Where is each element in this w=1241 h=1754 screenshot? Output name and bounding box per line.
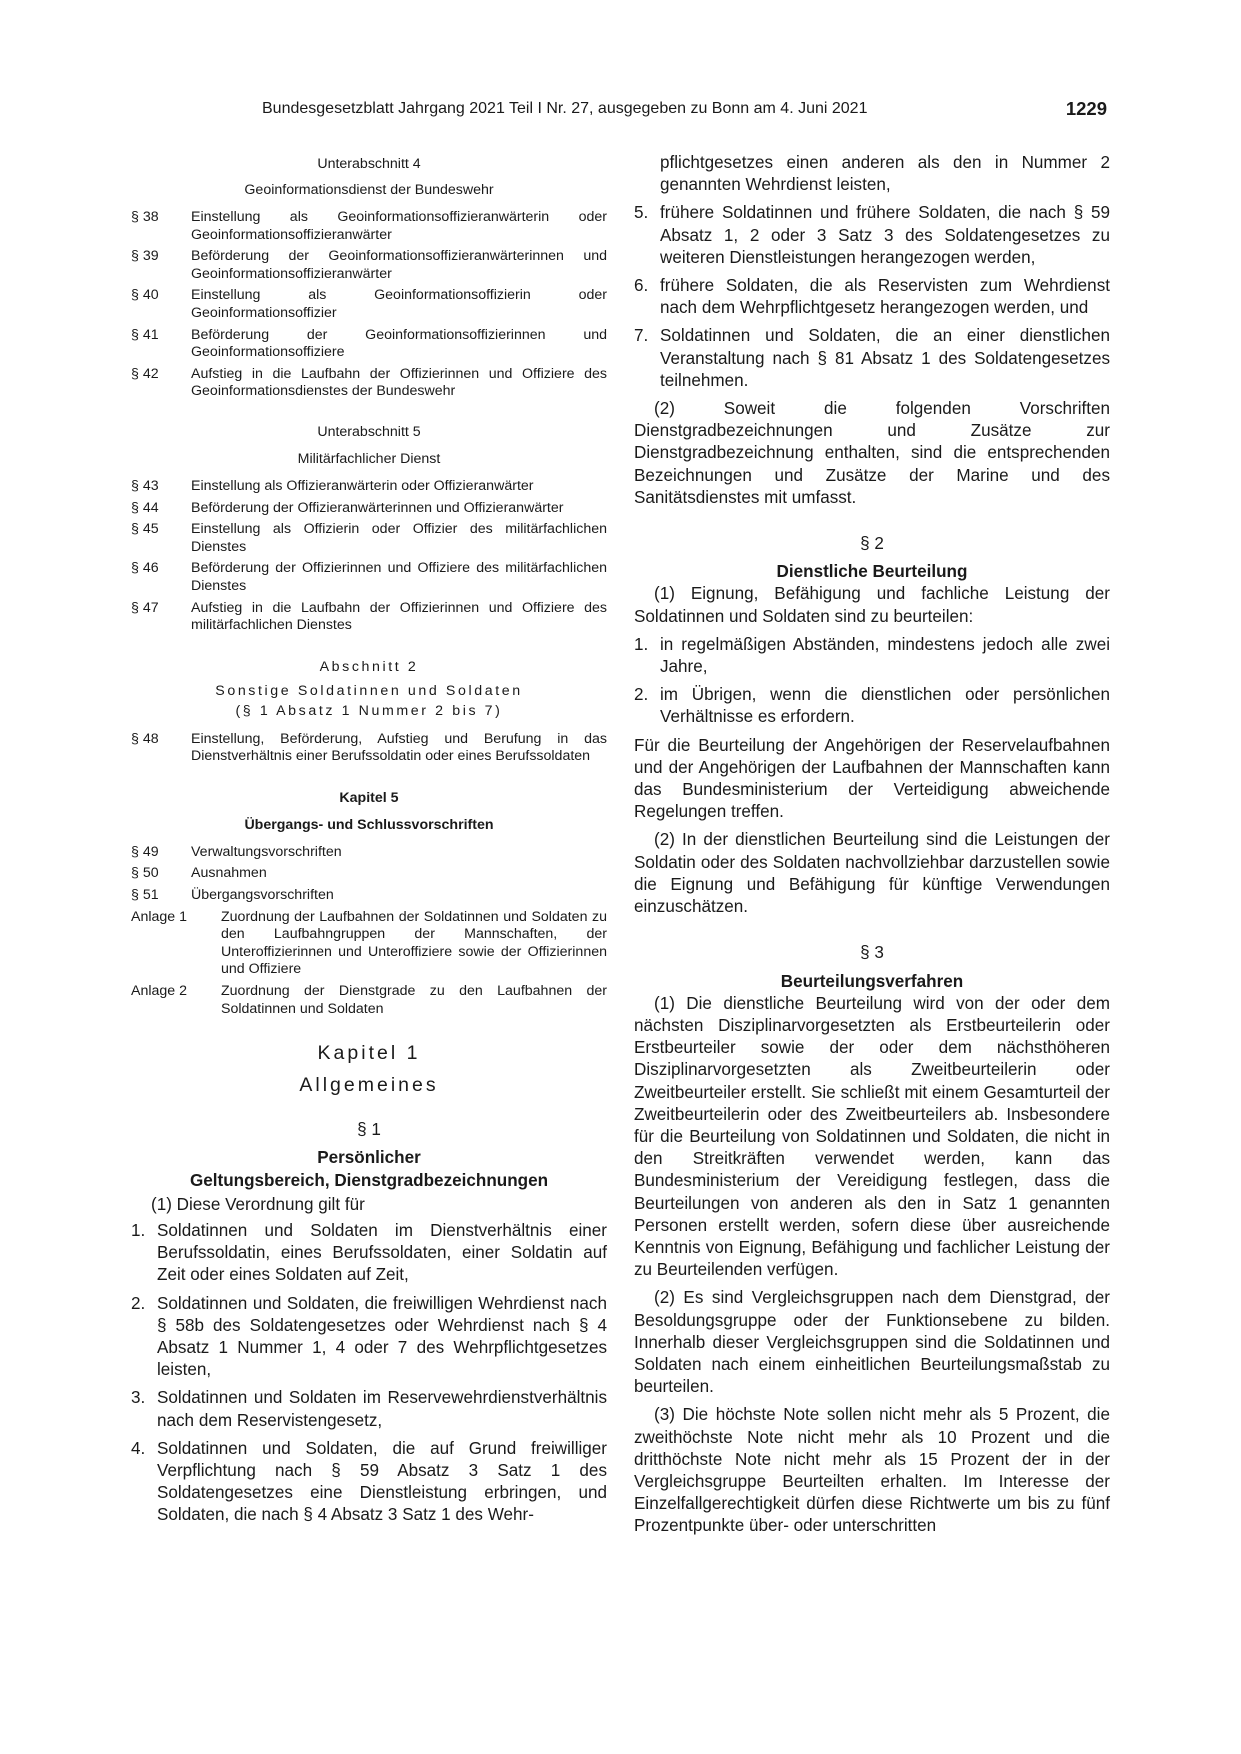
toc-row-anlage bbox=[131, 909, 607, 979]
toc-row bbox=[131, 844, 607, 862]
section-1-abs-2: (2) Soweit die folgenden Vorschriften Dienstgradbezeichnungen und Zusätze zur Dienstgradbezeichnung enthalten, sind die entsprechenden Bezeichnungen und Zusätze der Marine und des Sanitätsdienstes mit umfasst. bbox=[634, 399, 1110, 507]
list-item-number: 3. bbox=[131, 1388, 146, 1408]
toc-row bbox=[131, 600, 607, 635]
toc-row bbox=[131, 327, 607, 362]
section-3-title: Beurteilungsverfahren bbox=[780, 971, 964, 991]
toc-list-k5 bbox=[131, 844, 607, 1018]
list-item-number: 5. bbox=[634, 203, 649, 223]
section-1-title-line2: Geltungsbereich, Dienstgradbezeichnungen bbox=[189, 1170, 549, 1190]
toc-row-text: Beförderung der Geoinformationsoffizieranwärterinnen und Geoinformationsoffizieranwärter bbox=[191, 248, 607, 282]
list-item-number: 7. bbox=[634, 326, 649, 346]
toc-row bbox=[131, 287, 607, 322]
toc-kapitel-5-title: Übergangs- und Schlussvorschriften bbox=[244, 816, 494, 833]
list-item-number: 2. bbox=[634, 685, 649, 705]
list-item bbox=[634, 684, 1110, 728]
toc-row-number: § 40 bbox=[131, 287, 159, 304]
page-header bbox=[262, 100, 1107, 124]
list-item-text: Soldatinnen und Soldaten, die freiwilligen Wehrdienst nach § 58b des Soldatengesetzes oder Wehrdienst nach § 4 Absatz 1 Nummer 1, 4 oder 7 des Wehrpflichtgesetzes leisten, bbox=[157, 1293, 607, 1380]
toc-row-text: Übergangsvorschriften bbox=[191, 887, 334, 904]
list-item-number: 2. bbox=[131, 1293, 146, 1313]
toc-row-text: Verwaltungsvorschriften bbox=[191, 843, 342, 860]
list-item bbox=[131, 1387, 607, 1431]
toc-unterabschnitt-5-label: Unterabschnitt 5 bbox=[317, 423, 421, 440]
section-2-abs-2: (2) In der dienstlichen Beurteilung sind die Leistungen der Soldatin oder des Soldaten nachvollziehbar darzustellen sowie die Eignung und Befähigung für künftige Verwendungen einzuschätzen. bbox=[634, 830, 1110, 917]
toc-row-text: Einstellung als Offizierin oder Offizier des militärfachlichen Dienstes bbox=[191, 521, 607, 555]
gazette-title: Bundesgesetzblatt Jahrgang 2021 Teil I Nr. 27, ausgegeben zu Bonn am 4. Juni 2021 bbox=[262, 100, 868, 117]
toc-row bbox=[131, 731, 607, 766]
toc-row bbox=[131, 248, 607, 283]
toc-row-number: § 49 bbox=[131, 843, 159, 860]
list-item-number: 6. bbox=[634, 276, 649, 296]
toc-row-number: § 43 bbox=[131, 477, 159, 494]
toc-row-number: § 41 bbox=[131, 326, 159, 343]
section-1-number: § 1 bbox=[357, 1120, 381, 1140]
toc-row bbox=[131, 521, 607, 556]
list-item-text: in regelmäßigen Abständen, mindestens jedoch alle zwei Jahre, bbox=[660, 634, 1110, 677]
toc-abschnitt-2-subtitle: (§ 1 Absatz 1 Nummer 2 bis 7) bbox=[235, 702, 503, 719]
section-2-number: § 2 bbox=[860, 534, 884, 554]
toc-abschnitt-2-label: Abschnitt 2 bbox=[319, 658, 419, 675]
toc-abschnitt-2-title: Sonstige Soldatinnen und Soldaten bbox=[215, 682, 523, 699]
toc-row-text: Aufstieg in die Laufbahn der Offizierinnen und Offiziere des Geoinformationsdienstes der Bundeswehr bbox=[191, 365, 607, 400]
toc-row-number: § 46 bbox=[131, 560, 159, 577]
toc-row bbox=[131, 478, 607, 496]
toc-row-number: § 50 bbox=[131, 865, 159, 882]
toc-row bbox=[131, 209, 607, 244]
toc-list-u5 bbox=[131, 478, 607, 635]
list-item bbox=[634, 202, 1110, 269]
list-item bbox=[131, 1293, 607, 1382]
toc-row bbox=[131, 560, 607, 595]
toc-row-number: § 45 bbox=[131, 521, 159, 538]
list-item-text: frühere Soldaten, die als Reservisten zum Wehrdienst nach dem Wehrpflichtgesetz herangezogen werden, und bbox=[660, 276, 1110, 318]
list-item bbox=[634, 634, 1110, 678]
section-2-title: Dienstliche Beurteilung bbox=[776, 562, 968, 582]
toc-row-text: Beförderung der Offizierinnen und Offiziere des militärfachlichen Dienstes bbox=[191, 560, 607, 594]
toc-row-text: Zuordnung der Dienstgrade zu den Laufbahnen der Soldatinnen und Soldaten bbox=[221, 983, 607, 1017]
kapitel-1-label: Kapitel 1 bbox=[317, 1042, 421, 1065]
toc-row-number: § 51 bbox=[131, 887, 159, 904]
section-2-abs-1: (1) Eignung, Befähigung und fachliche Leistung der Soldatinnen und Soldaten sind zu beurteilen: bbox=[634, 584, 1110, 626]
toc-row-number: Anlage 1 bbox=[131, 908, 188, 925]
list-item-number: 4. bbox=[131, 1438, 146, 1458]
list-item-text: frühere Soldatinnen und frühere Soldaten, die nach § 59 Absatz 1, 2 oder 3 Satz 3 des Soldatengesetzes zu weiteren Dienstleistungen herangezogen werden, bbox=[660, 203, 1110, 267]
toc-row bbox=[131, 865, 607, 883]
section-3-number: § 3 bbox=[860, 943, 884, 963]
toc-unterabschnitt-4-title: Geoinformationsdienst der Bundeswehr bbox=[244, 182, 494, 198]
list-item-text: pflichtgesetzes einen anderen als den in Nummer 2 genannten Wehrdienst leisten, bbox=[660, 153, 1110, 195]
toc-row-number: § 44 bbox=[131, 499, 159, 516]
toc-row-text: Ausnahmen bbox=[191, 865, 267, 882]
toc-row-number: § 38 bbox=[131, 209, 159, 225]
toc-row-text: Aufstieg in die Laufbahn der Offizierinnen und Offiziere des militärfachlichen Dienstes bbox=[191, 599, 607, 634]
list-item-text: Soldatinnen und Soldaten, die auf Grund freiwilliger Verpflichtung nach § 59 Absatz 3 Satz 1 des Soldatengesetzes eine Dienstleistung erbringen, und Soldaten, die nach § 4 Absatz 3 Satz 1 des Wehr- bbox=[157, 1438, 607, 1525]
toc-row bbox=[131, 500, 607, 518]
list-item-text: Soldatinnen und Soldaten, die an einer dienstlichen Veranstaltung nach § 81 Absatz 1 des Soldatengesetzes teilnehmen. bbox=[660, 326, 1110, 390]
toc-row-text: Einstellung als Geoinformationsoffizieranwärterin oder Geoinformationsoffizieranwärter bbox=[191, 209, 607, 243]
section-3-abs-3: (3) Die höchste Note sollen nicht mehr als 5 Prozent, die zweithöchste Note nicht mehr als 10 Prozent und die dritthöchste Note nicht mehr als 15 Prozent der in der Vergleichsgruppe Beurteilten erhalten. Im Interesse der Einzelfallgerechtigkeit dürfen diese Richtwerte um bis zu fünf Prozentpunkte über- oder unterschritten bbox=[634, 1405, 1110, 1536]
section-2-after-list: Für die Beurteilung der Angehörigen der Reservelaufbahnen und der Angehörigen der Laufbahnen der Mannschaften kann das Bundesministerium der Verteidigung abweichende Regelungen treffen. bbox=[634, 735, 1110, 822]
list-item-text: Soldatinnen und Soldaten im Reservewehrdienstverhältnis nach dem Reservistengesetz, bbox=[157, 1388, 607, 1430]
toc-row-text: Beförderung der Offizieranwärterinnen und Offizieranwärter bbox=[191, 499, 564, 516]
left-column bbox=[131, 154, 607, 1533]
toc-row-number: § 47 bbox=[131, 599, 159, 616]
toc-row-number: § 48 bbox=[131, 730, 159, 747]
kapitel-1-title: Allgemeines bbox=[299, 1074, 439, 1097]
list-item-number: 1. bbox=[634, 634, 649, 654]
toc-unterabschnitt-5-title: Militärfachlicher Dienst bbox=[297, 450, 441, 467]
section-1-title-line1: Persönlicher bbox=[317, 1148, 421, 1168]
toc-kapitel-5-label: Kapitel 5 bbox=[339, 789, 399, 806]
toc-list-a2 bbox=[131, 731, 607, 766]
section-1-abs-1-intro: (1) Diese Verordnung gilt für bbox=[151, 1194, 365, 1214]
toc-row bbox=[131, 366, 607, 401]
section-3-abs-2: (2) Es sind Vergleichsgruppen nach dem Dienstgrad, der Besoldungsgruppe oder der Funktionsebene zu bilden. Innerhalb dieser Vergleichsgruppen sind die Soldatinnen und Soldaten nach einem einheitlichen Beurteilungsmaßstab zu beurteilen. bbox=[634, 1288, 1110, 1397]
toc-unterabschnitt-4-label: Unterabschnitt 4 bbox=[317, 156, 421, 172]
toc-row-text: Beförderung der Geoinformationsoffizierinnen und Geoinformationsoffiziere bbox=[191, 326, 607, 361]
toc-list-u4 bbox=[131, 209, 607, 401]
list-item-text: Soldatinnen und Soldaten im Dienstverhältnis einer Berufssoldatin, eines Berufssoldaten, einer Soldatin auf Zeit oder eines Soldaten auf Zeit, bbox=[157, 1221, 607, 1285]
list-item-number: 1. bbox=[131, 1221, 146, 1241]
page-number: 1229 bbox=[1065, 98, 1107, 119]
list-item bbox=[131, 1438, 607, 1527]
toc-row-number: § 42 bbox=[131, 365, 159, 382]
toc-row-text: Zuordnung der Laufbahnen der Soldatinnen und Soldaten zu den Laufbahngruppen der Mannschaften, der Unteroffizierinnen und Unteroffiziere sowie der Offizierinnen und Offiziere bbox=[221, 908, 607, 978]
list-item bbox=[634, 325, 1110, 392]
list-item-continuation bbox=[634, 152, 1110, 196]
section-3-abs-1: (1) Die dienstliche Beurteilung wird von der oder dem nächsten Disziplinarvorgesetzten als Erstbeurteilerin oder Erstbeurteiler sowie der oder dem nächsthöheren Disziplinarvorgesetzten als Zweitbeurteilerin oder Zweitbeurteiler erstellt. Sie schließt mit einem Gesamturteil der Zweitbeurteilerin oder des Zweitbeurteilers ab. Insbesondere für die Beurteilung von Soldatinnen und Soldaten, die nicht in den Streitkräften verwendet werden, kann das Bundesministerium der Vereidigung festlegen, dass die Beurteilungen von anderen als den in Satz 1 genannten Personen erstellt werden, sofern diese über ausreichende Kenntnis von Eignung, Befähigung und fachlicher Leistung der zu Beurteilenden verfügen. bbox=[634, 993, 1110, 1280]
right-column bbox=[634, 154, 1110, 1538]
list-item-text: im Übrigen, wenn die dienstlichen oder persönlichen Verhältnisse es erfordern. bbox=[660, 685, 1110, 727]
toc-row-text: Einstellung, Beförderung, Aufstieg und Berufung in das Dienstverhältnis einer Berufssoldatin oder eines Berufssoldaten bbox=[191, 730, 607, 765]
list-item bbox=[634, 275, 1110, 319]
toc-row-anlage bbox=[131, 983, 607, 1018]
toc-row-number: § 39 bbox=[131, 248, 159, 265]
toc-row bbox=[131, 887, 607, 905]
toc-row-text: Einstellung als Offizieranwärterin oder Offizieranwärter bbox=[191, 477, 534, 494]
toc-row-text: Einstellung als Geoinformationsoffizierin oder Geoinformationsoffizier bbox=[191, 287, 607, 321]
toc-row-number: Anlage 2 bbox=[131, 983, 188, 1000]
list-item bbox=[131, 1220, 607, 1287]
